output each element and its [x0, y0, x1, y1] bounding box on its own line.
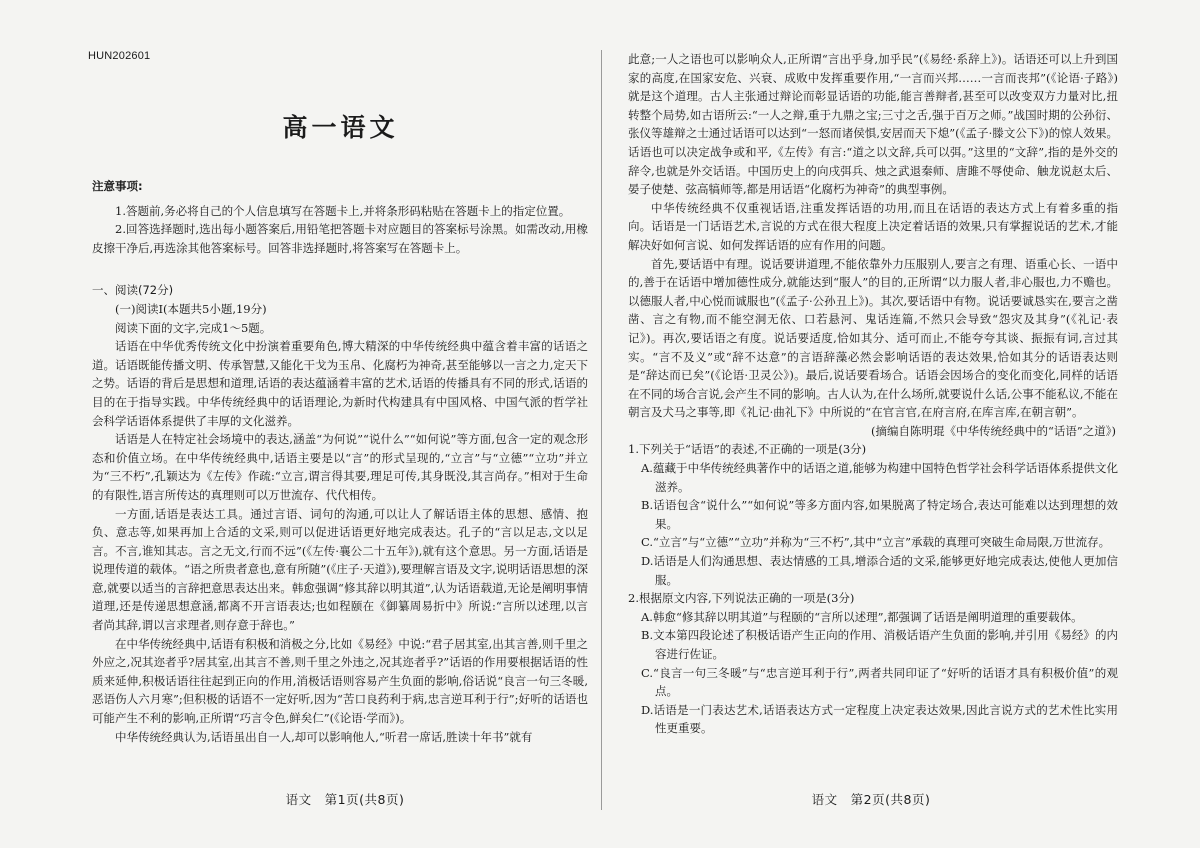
- section-sub: (一)阅读Ⅰ(本题共5小题,19分): [115, 301, 267, 316]
- notice-item-1: 1.答题前,务必将自己的个人信息填写在答题卡上,并将条形码粘贴在答题卡上的指定位置。: [115, 203, 571, 218]
- question-1-option-a: A.蕴藏于中华传统经典著作中的话语之道,能够为构建中国特色哲学社会科学话语体系提供文化滋养。: [641, 461, 1118, 494]
- section-instruction: 阅读下面的文字,完成1～5题。: [115, 320, 272, 335]
- question-1-option-b: B.话语包含“说什么”“如何说”等多方面内容,如果脱离了特定场合,表达可能难以达到理想的效果。: [641, 498, 1118, 531]
- page-divider: [601, 50, 602, 810]
- right-column: [628, 50, 1118, 738]
- passage-paragraph: 此意;一人之语也可以影响众人,正所谓“言出乎身,加乎民”(《易经·系辞上》)。话语还可以上升到国家的高度,在国家安危、兴衰、成败中发挥重要作用,“一言而兴邦……一言而丧邦”(《论语·子路》)就是这个道理。古人主张通过辩论而彰显话语的功能,能言善辩者,甚至可以改变双方力量对比,扭转整个局势,如古语所云:“一人之辩,重于九鼎之宝;三寸之舌,强于百万之师。”战国时期的公孙衍、张仪等雄辩之士通过话语可以达到“一怒而诸侯惧,安居而天下熄”(《孟子·滕文公下》)的惊人效果。话语也可以决定战争或和平,《左传》有言:“道之以文辞,兵可以弭。”这里的“文辞”,指的是外交的辞令,也就是外交话语。中国历史上的向戌弭兵、烛之武退秦师、唐雎不辱使命、触龙说赵太后、晏子使楚、弦高犒师等,都是用话语“化腐朽为神奇”的典型事例。: [628, 52, 1118, 197]
- passage-paragraph: 在中华传统经典中,话语有积极和消极之分,比如《易经》中说:“君子居其室,出其言善,则千里之外应之,况其迩者乎?居其室,出其言不善,则千里之外违之,况其迩者乎?”话语的作用要根据话语的性质来延伸,积极话语往往起到正向的作用,消极话语则容易产生负面的影响,俗话说“良言一句三冬暖,恶语伤人六月寒”;但积极的话语不一定好听,因为“苦口良药利于病,忠言逆耳利于行”;好听的话语也可能产生不利的影响,正所谓“巧言令色,鲜矣仁”(《论语·学而》)。: [92, 636, 588, 726]
- question-2-option-c: C.“良言一句三冬暖”与“忠言逆耳利于行”,两者共同印证了“好听的话语才具有积极价值”的观点。: [641, 665, 1118, 699]
- passage-paragraph: 首先,要话语中有理。说话要讲道理,不能依靠外力压服别人,要言之有理、语重心长、一语中的,善于在话语中增加德性成分,就能达到“服人”的目的,正所谓“以力服人者,非心服也,力不赡也。以德服人者,中心悦而诚服也”(《孟子·公孙丑上》)。其次,要话语中有物。说话要诚恳实在,要言之凿凿、言之有物,而不能空洞无依、口若悬河、鬼话连篇,不然只会导致“怨灾及其身”(《礼记·表记》)。再次,要话语之有度。说话要适度,恰如其分、适可而止,不能夸夸其谈、振振有词,言过其实。“言不及义”或“辞不达意”的言语辞藻必然会影响话语的表达效果,恰如其分的话语表达则是“辞达而已矣”(《论语·卫灵公》)。最后,说话要看场合。话语会因场合的变化而变化,同样的话语在不同的场合言说,会产生不同的影响。古人认为,在什么场所,就要说什么话,公事不能私议,不能在朝言及犬马之事等,即《礼记·曲礼下》中所说的“在官言官,在府言府,在库言库,在朝言朝”。: [628, 256, 1118, 420]
- passage-paragraph: 一方面,话语是表达工具。通过言语、词句的沟通,可以让人了解话语主体的思想、感情、抱负、意志等,如果再加上合适的文采,则可以促进话语更好地完成表达。孔子的“言以足志,文以足言。不言,谁知其志。言之无文,行而不远”(《左传·襄公二十五年》),就有这个意思。另一方面,话语是说理传道的载体。“语之所贵者意也,意有所随”(《庄子·天道》),要理解言语及文字,说明话语思想的深意,就要以适当的言辞把意思表达出来。韩愈强调“修其辞以明其道”,认为话语载道,无论是阐明事情道理,还是传递思想意涵,都离不开言语表达;也如程颐在《御纂周易折中》所说:“言所以述理,以言者尚其辞,谓以言求理者,则存意于辞也。”: [92, 506, 588, 633]
- passage-paragraph: 中华传统经典不仅重视话语,注重发挥话语的功用,而且在话语的表达方式上有着多重的指向。话语是一门话语艺术,言说的方式在很大程度上决定着话语的效果,只有掌握说话的艺术,才能解决好如何言说、如何发挥话语的应有作用的问题。: [628, 200, 1118, 252]
- section-title: 一、阅读(72分): [92, 283, 174, 298]
- notice-heading: 注意事项:: [92, 179, 143, 193]
- question-2-option-a: A.韩愈“修其辞以明其道”与程颐的“言所以述理”,都强调了话语是阐明道理的重要载体。: [641, 609, 1083, 624]
- passage-source: (摘编自陈明琨《中华传统经典中的“话语”之道》): [871, 423, 1116, 438]
- passage-paragraph: 话语是人在特定社会场境中的表达,涵盖“为何说”“说什么”“如何说”等方面,包含一定的观念形态和价值立场。在中华传统经典中,话语主要是以“言”的形式呈现的,“立言”与“立德”“立功”并立为“三不朽”,孔颖达为《左传》作疏:“立言,谓言得其要,理足可传,其身既没,其言尚存。”相对于生命的有限性,语言所传达的真理则可以万世流存、代代相传。: [92, 432, 588, 502]
- page-footer-left: 语文 第1页(共8页): [285, 792, 405, 807]
- question-2-stem: 2.根据原文内容,下列说法正确的一项是(3分): [628, 591, 855, 606]
- question-2-option-b: B.文本第四段论述了积极话语产生正向的作用、消极话语产生负面的影响,并引用《易经》的内容进行佐证。: [641, 628, 1118, 661]
- page-title: 高一语文: [282, 113, 399, 142]
- question-1-option-d: D.话语是人们沟通思想、表达情感的工具,增添合适的文采,能够更好地完成表达,使他人更加信服。: [641, 554, 1118, 587]
- page-footer-right: 语文 第2页(共8页): [811, 792, 931, 807]
- notice-item-2: 2.回答选择题时,选出每小题答案后,用铅笔把答题卡对应题目的答案标号涂黑。如需改动,用橡皮擦干净后,再选涂其他答案标号。回答非选择题时,将答案写在答题卡上。: [92, 222, 588, 255]
- passage-paragraph: 话语在中华优秀传统文化中扮演着重要角色,博大精深的中华传统经典中蕴含着丰富的话语之道。话语既能传播文明、传承智慧,又能化干戈为玉帛、化腐朽为神奇,甚至能够以一言之力,定天下之势。话语的背后是思想和道理,话语的表达蕴涵着丰富的艺术,话语的传播具有不同的形式,话语的目的在于指导实践。中华传统经典中的话语理论,为新时代构建具有中国风格、中国气派的哲学社会科学话语体系提供了丰厚的文化滋养。: [92, 339, 588, 428]
- question-1-stem: 1.下列关于“话语”的表述,不正确的一项是(3分): [628, 442, 867, 457]
- question-1-option-c: C.“立言”与“立德”“立功”并称为“三不朽”,其中“立言”承载的真理可突破生命局限,万世流存。: [641, 535, 1111, 550]
- left-column: [92, 177, 588, 746]
- passage-paragraph: 中华传统经典认为,话语虽出自一人,却可以影响他人,“听君一席话,胜读十年书”就有: [115, 729, 533, 744]
- exam-code: HUN202601: [88, 50, 151, 62]
- question-2-option-d: D.话语是一门表达艺术,话语表达方式一定程度上决定表达效果,因此言说方式的艺术性比实用性更重要。: [641, 702, 1118, 736]
